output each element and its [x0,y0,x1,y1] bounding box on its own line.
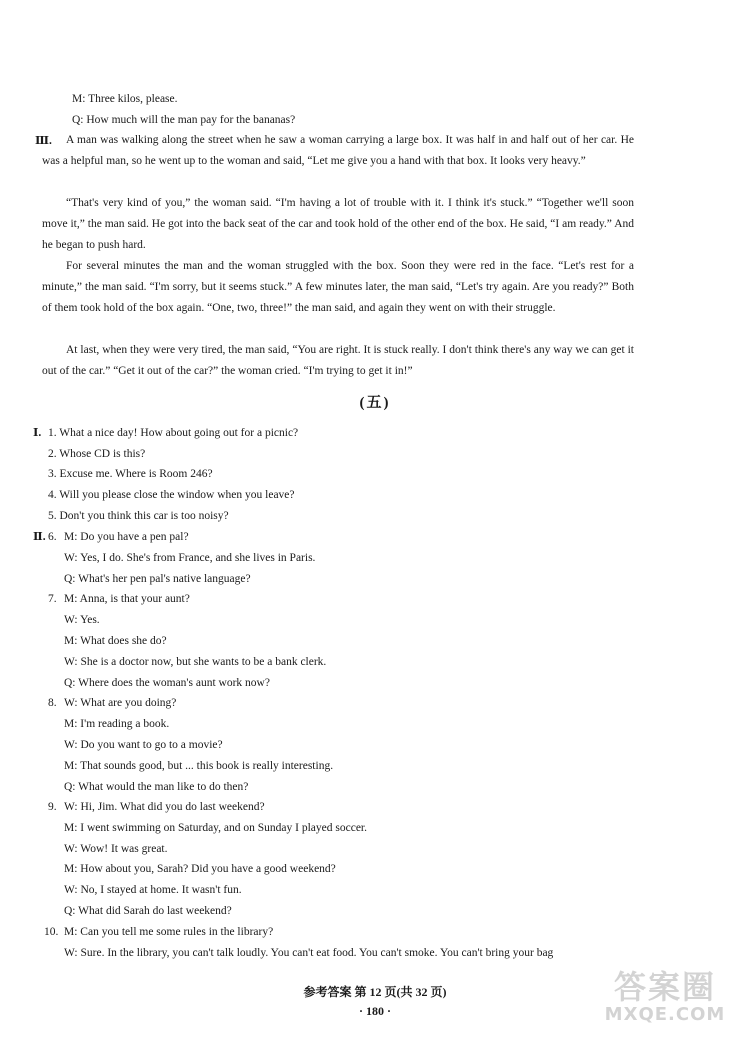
story-paragraph: For several minutes the man and the woman struggled with the box. Soon they were red in the face. “Let's rest for a minute,” the man said. “I'm sorry, but it seems stuck.” A few minutes later, the man said, “Let's try again. Are you ready?” Both of them took hold of the box again. “One, two, three!” the man said, and again they went on with their struggle. [42,260,634,314]
question-number: 10. [44,926,59,938]
dialogue-line: M: What does she do? [64,635,167,647]
watermark-url: MXQE.COM [604,1004,726,1025]
page-number: · 180 · [358,1004,391,1018]
dialogue-line: W: What are you doing? [64,697,177,709]
dialogue-line: W: Sure. In the library, you can't talk loudly. You can't eat food. You can't smoke. You can't bring your bag [64,947,554,959]
dialogue-line: M: I went swimming on Saturday, and on Sunday I played soccer. [64,822,367,834]
dialogue-line: W: Yes, I do. She's from France, and she lives in Paris. [64,552,316,564]
dialogue-question: Q: How much will the man pay for the bananas? [72,114,296,126]
listening-item: 4. Will you please close the window when you leave? [48,489,295,501]
watermark-title: 答案圈 [613,968,716,1006]
dialogue-line: W: Wow! It was great. [64,843,168,855]
dialogue-line: W: No, I stayed at home. It wasn't fun. [64,884,242,896]
dialogue-question: Q: What would the man like to do then? [64,781,249,793]
listening-item: 2. Whose CD is this? [48,448,146,460]
section-3-marker: Ⅲ. [35,135,52,147]
dialogue-line: W: Do you want to go to a movie? [64,739,223,751]
dialogue-line: M: Do you have a pen pal? [64,531,189,543]
dialogue-line: M: Anna, is that your aunt? [64,593,190,605]
dialogue-line: W: Hi, Jim. What did you do last weekend? [64,801,265,813]
question-number: 7. [48,593,57,605]
dialogue-line: M: How about you, Sarah? Did you have a good weekend? [64,863,336,875]
story-paragraph: At last, when they were very tired, the man said, “You are right. It is stuck really. I don't think there's any way we can get it out of the car.” “Get it out of the car?” the woman cried. “I'm trying to get it in!” [42,344,634,377]
story-paragraph: “That's very kind of you,” the woman said. “I'm having a lot of trouble with it. I think it's stuck.” “Together we'll soon move it,” the man said. He got into the back seat of the car and took hold of the other end of the box. He said, “I am ready.” And he began to push hard. [42,197,634,251]
dialogue-line: M: That sounds good, but ... this book is really interesting. [64,760,334,772]
question-number: 8. [48,697,57,709]
dialogue-line: M: Can you tell me some rules in the library? [64,926,274,938]
watermark-logo [590,969,740,1031]
listening-item: 5. Don't you think this car is too noisy? [48,510,229,522]
part-1-marker: Ⅰ. [33,427,42,439]
dialogue-question: Q: Where does the woman's aunt work now? [64,677,270,689]
listening-item: 3. Excuse me. Where is Room 246? [48,468,213,480]
dialogue-line: M: I'm reading a book. [64,718,170,730]
listening-item: 1. What a nice day! How about going out for a picnic? [48,427,299,439]
dialogue-question: Q: What's her pen pal's native language? [64,573,251,585]
dialogue-question: Q: What did Sarah do last weekend? [64,905,232,917]
dialogue-line: W: Yes. [64,614,100,626]
question-number: 6. [48,531,57,543]
story-paragraph: A man was walking along the street when he saw a woman carrying a large box. It was half in and half out of her car. He was a helpful man, so he went up to the woman and said, “Let me give you a hand with that box. It looks very heavy.” [42,134,634,167]
part-2-marker: Ⅱ. [33,531,46,543]
dialogue-line: W: She is a doctor now, but she wants to be a bank clerk. [64,656,327,668]
section-heading: (五) [359,395,391,411]
question-number: 9. [48,801,57,813]
page-info: 参考答案 第 12 页(共 32 页) [303,985,447,999]
dialogue-line: M: Three kilos, please. [72,93,178,105]
